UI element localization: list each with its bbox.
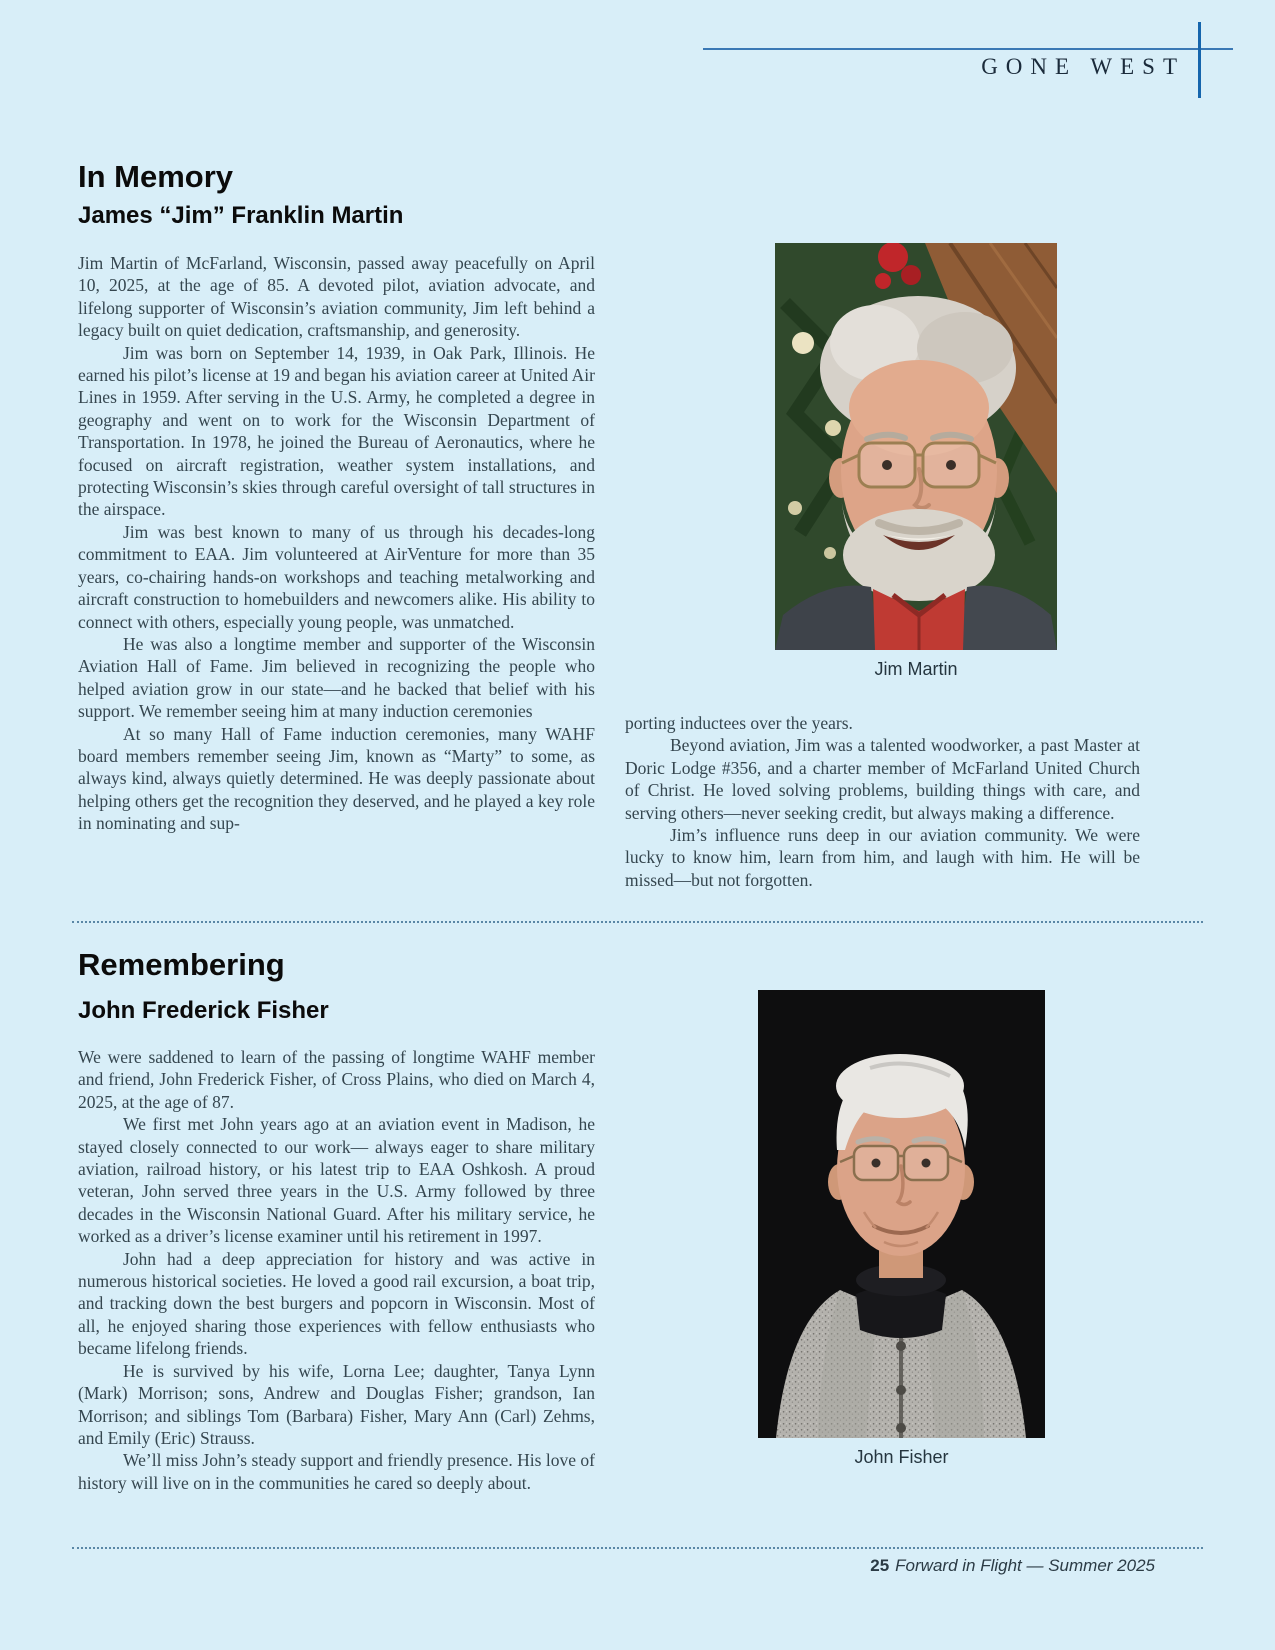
footer-divider [72, 1547, 1203, 1549]
article2-title: Remembering [78, 947, 285, 982]
paragraph: Jim was born on September 14, 1939, in Oak Park, Illinois. He earned his pilot’s license at 19 and began his aviation career at United Air Lines in 1959. After serving in the U.S. Army, he completed a degree in geography and went on to work for the Wisconsin Department of Transportation. In 1978, he joined the Bureau of Aeronautics, where he focused on aircraft registration, weather system installations, and protecting Wisconsin’s skies through careful oversight of tall structures in the airspace. [78, 342, 595, 520]
article2-subtitle: John Frederick Fisher [78, 997, 329, 1024]
paragraph: We first met John years ago at an aviation event in Madison, he stayed closely connected to our work— always eager to share military aviation, railroad history, or his latest trip to EAA Oshkosh. A proud veteran, John served three years in the U.S. Army followed by three decades in the Wisconsin National Guard. After his military service, he worked as a driver’s license examiner until his retirement in 1997. [78, 1114, 595, 1247]
page-number: 25 [870, 1556, 890, 1575]
article1-subtitle: James “Jim” Franklin Martin [78, 202, 404, 229]
page-footer [625, 1556, 1155, 1576]
paragraph: porting inductees over the years. [625, 713, 853, 733]
header-vertical-rule [1198, 22, 1201, 98]
article1-title: In Memory [78, 159, 234, 194]
john-fisher-caption: John Fisher [854, 1447, 949, 1467]
jim-martin-photo [775, 243, 1057, 650]
section-divider [72, 921, 1203, 923]
paragraph: He is survived by his wife, Lorna Lee; daughter, Tanya Lynn (Mark) Morrison; sons, Andrew and Douglas Fisher; grandson, Ian Morrison; and siblings Tom (Barbara) Fisher, Mary Ann (Carl) Zehms, and Emily (Eric) Strauss. [78, 1360, 595, 1448]
section-header: GONE WEST [981, 54, 1185, 79]
jim-martin-figure [775, 243, 1057, 680]
paragraph: We’ll miss John’s steady support and friendly presence. His love of history will live on in the communities he cared so deeply about. [78, 1450, 595, 1493]
article1-right-column [625, 712, 1140, 891]
header-horizontal-rule [703, 48, 1233, 50]
magazine-title: Forward in Flight — Summer 2025 [895, 1556, 1155, 1575]
paragraph: We were saddened to learn of the passing of longtime WAHF member and friend, John Frederick Fisher, of Cross Plains, who died on March 4, 2025, at the age of 87. [78, 1047, 595, 1112]
paragraph: Jim was best known to many of us through his decades-long commitment to EAA. Jim volunteered at AirVenture for more than 35 years, co-chairing hands-on workshops and teaching metalworking and aircraft construction to homebuilders and newcomers alike. His ability to connect with others, especially young people, was unmatched. [78, 521, 595, 632]
paragraph: John had a deep appreciation for history and was active in numerous historical societies. He loved a good rail excursion, a boat trip, and tracking down the best burgers and popcorn in Wisconsin. Most of all, he enjoyed sharing those experiences with fellow enthusiasts who became lifelong friends. [78, 1248, 595, 1359]
paragraph: Jim Martin of McFarland, Wisconsin, passed away peacefully on April 10, 2025, at the age of 85. A devoted pilot, aviation advocate, and lifelong supporter of Wisconsin’s aviation community, Jim left behind a legacy built on quiet dedication, craftsmanship, and generosity. [78, 253, 595, 341]
jim-martin-caption: Jim Martin [874, 659, 958, 679]
article1-left-column [78, 252, 595, 835]
paragraph: Beyond aviation, Jim was a talented woodworker, a past Master at Doric Lodge #356, and a charter member of McFarland United Church of Christ. He loved solving problems, building things with care, and serving others—never seeking credit, but always making a difference. [625, 735, 1140, 823]
john-fisher-photo [758, 990, 1045, 1438]
paragraph: At so many Hall of Fame induction ceremonies, many WAHF board members remember seeing Jim, known as “Marty” to some, as always kind, always quietly determined. He was deeply passionate about helping others get the recognition they deserved, and he played a key role in nominating and sup- [78, 723, 595, 834]
paragraph: He was also a longtime member and supporter of the Wisconsin Aviation Hall of Fame. Jim believed in recognizing the people who helped aviation grow in our state—and he backed that belief with his support. We remember seeing him at many induction ceremonies [78, 633, 595, 722]
article2-left-column [78, 1046, 595, 1494]
john-fisher-figure [758, 990, 1045, 1468]
paragraph: Jim’s influence runs deep in our aviation community. We were lucky to know him, learn from him, and laugh with him. He will be missed—but not forgotten. [625, 825, 1140, 890]
